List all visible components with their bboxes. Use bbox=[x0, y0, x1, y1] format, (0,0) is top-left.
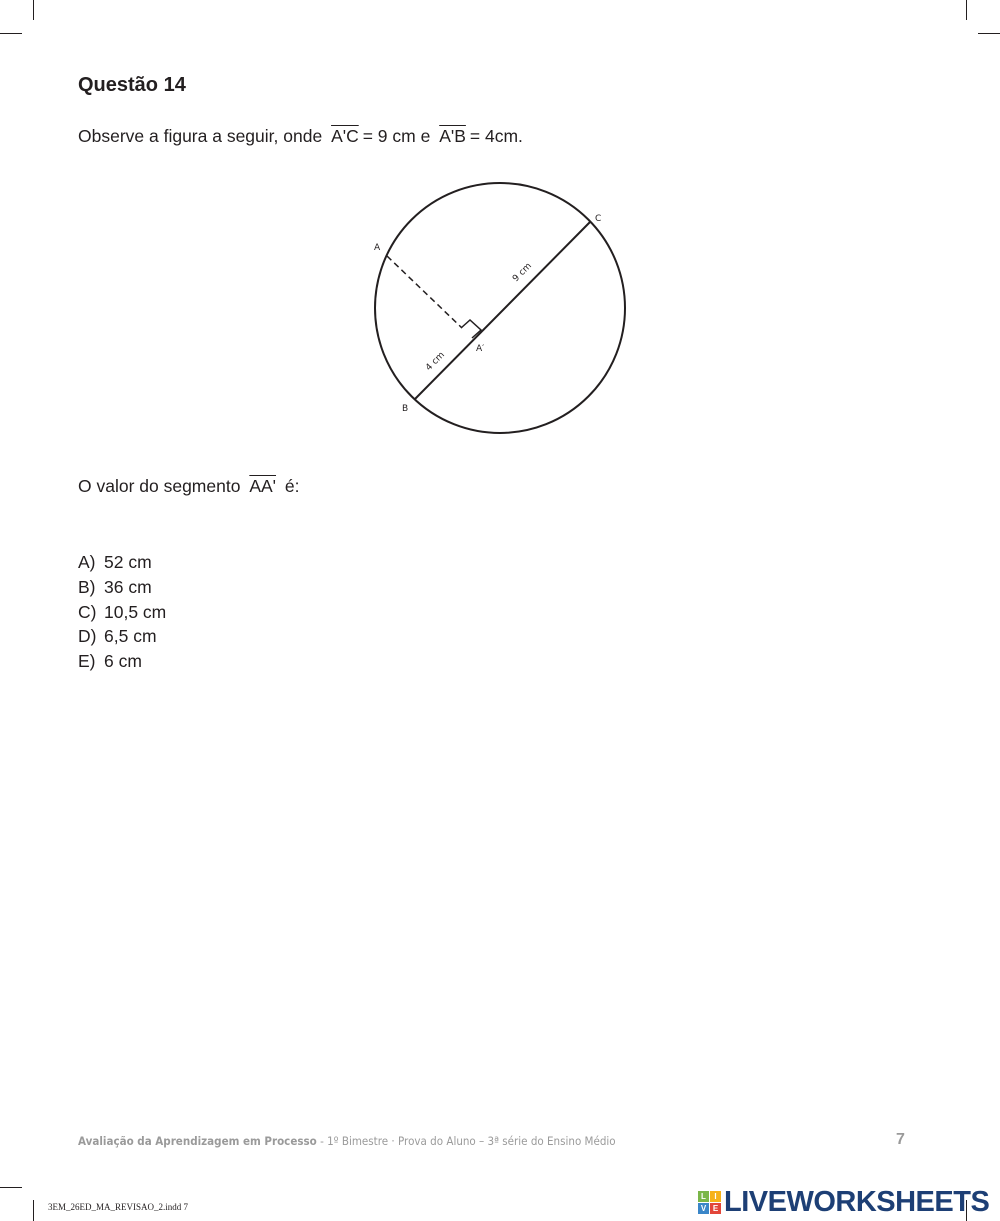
label-4cm: 4 cm bbox=[424, 350, 447, 374]
indd-filename: 3EM_26ED_MA_REVISAO_2.indd 7 bbox=[48, 1202, 189, 1212]
option-text: 6 cm bbox=[104, 651, 142, 672]
crop-mark bbox=[0, 1187, 22, 1188]
segment-a-prime-b: A'B bbox=[439, 126, 466, 146]
logo-letter: I bbox=[710, 1191, 721, 1202]
crop-mark bbox=[0, 33, 22, 34]
logo-letter: E bbox=[710, 1203, 721, 1214]
footer-title: Avaliação da Aprendizagem em Processo bbox=[78, 1134, 317, 1148]
segment-aa-prime bbox=[387, 256, 462, 328]
chord-bc bbox=[415, 222, 590, 399]
label-b: B bbox=[402, 404, 409, 414]
circle bbox=[375, 183, 625, 433]
question-intro bbox=[78, 126, 523, 147]
option-letter: D) bbox=[78, 626, 97, 647]
label-c: C bbox=[595, 214, 602, 224]
option-letter: E) bbox=[78, 651, 96, 672]
logo-letter: L bbox=[698, 1191, 709, 1202]
crop-mark bbox=[33, 0, 34, 20]
option-text: 52 cm bbox=[104, 552, 152, 572]
logo-icon bbox=[698, 1191, 721, 1214]
page-footer bbox=[78, 1134, 616, 1148]
logo-letter: V bbox=[698, 1203, 709, 1214]
answer-options bbox=[78, 550, 166, 674]
question-prompt bbox=[78, 476, 300, 497]
segment-aa-prime-label: AA' bbox=[249, 476, 277, 496]
option-b[interactable] bbox=[78, 575, 166, 600]
intro-text: Observe a figura a seguir, onde bbox=[78, 126, 323, 146]
option-a[interactable] bbox=[78, 550, 166, 575]
label-a-prime: A′ bbox=[476, 344, 485, 354]
crop-mark bbox=[966, 0, 967, 20]
option-e[interactable] bbox=[78, 649, 166, 674]
option-letter: A) bbox=[78, 552, 96, 572]
crop-mark bbox=[33, 1200, 34, 1221]
prompt-text: é: bbox=[284, 476, 300, 496]
circle-figure bbox=[360, 170, 640, 440]
option-letter: B) bbox=[78, 576, 96, 597]
liveworksheets-logo[interactable] bbox=[698, 1186, 989, 1219]
option-text: 36 cm bbox=[104, 576, 152, 597]
label-9cm: 9 cm bbox=[511, 261, 534, 285]
intro-text: = 9 cm e bbox=[362, 126, 431, 146]
logo-text: LIVEWORKSHEETS bbox=[724, 1186, 990, 1218]
option-text: 10,5 cm bbox=[104, 601, 167, 622]
prompt-text: O valor do segmento bbox=[78, 476, 241, 496]
option-text: 6,5 cm bbox=[104, 626, 157, 647]
crop-mark bbox=[978, 33, 1000, 34]
question-title: Questão 14 bbox=[78, 74, 186, 96]
intro-text: = 4cm. bbox=[469, 126, 523, 146]
footer-subtitle: - 1º Bimestre · Prova do Aluno – 3ª série do Ensino Médio bbox=[316, 1134, 616, 1148]
page-number: 7 bbox=[896, 1131, 905, 1148]
option-d[interactable] bbox=[78, 624, 166, 649]
segment-a-prime-c: A'C bbox=[331, 126, 359, 146]
option-letter: C) bbox=[78, 601, 97, 622]
label-a: A bbox=[374, 243, 381, 253]
option-c[interactable] bbox=[78, 600, 166, 625]
